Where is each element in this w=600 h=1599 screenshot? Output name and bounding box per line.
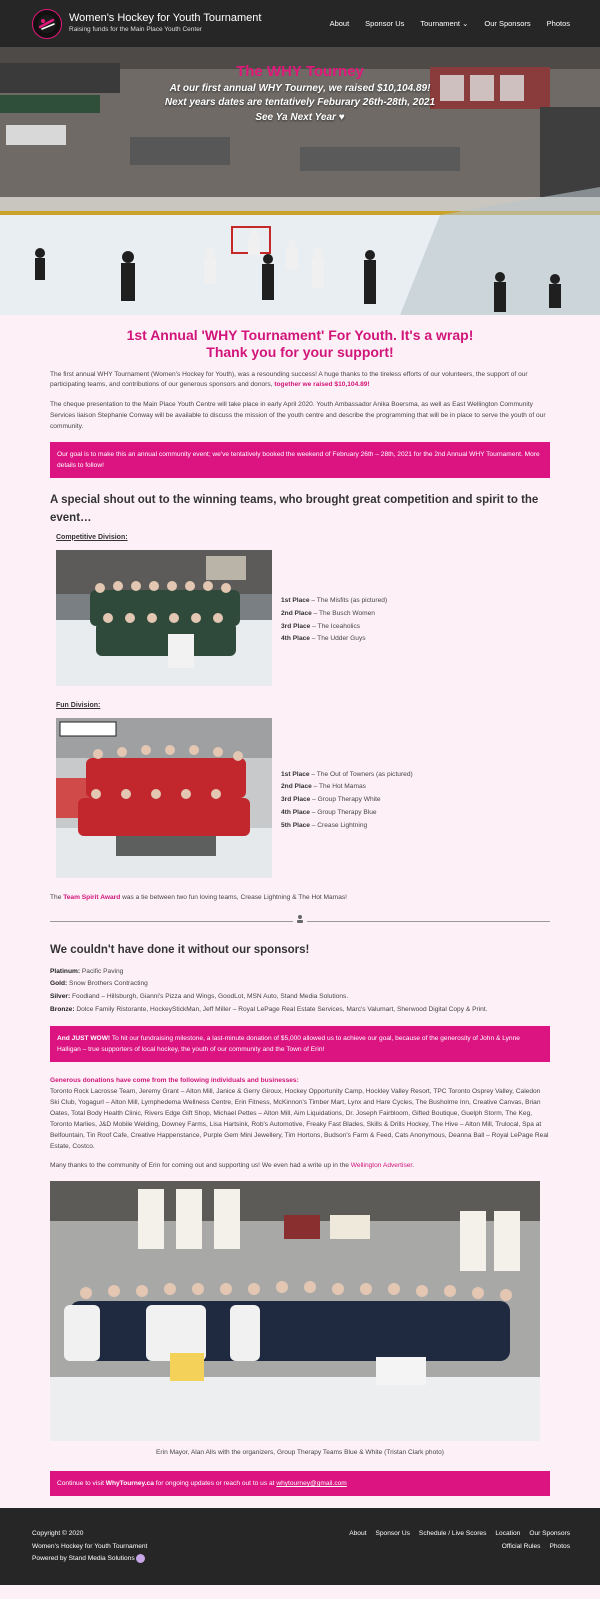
continue-notice	[50, 1471, 550, 1496]
intro-text: The first annual WHY Tournament (Women's Hockey for Youth), was a resounding success! A huge thanks to the tireless efforts of our volunteers, the support of our participating teams, and contributions of our generous sponsors and donors,	[50, 370, 528, 389]
nav-about[interactable]: About	[329, 18, 350, 28]
sponsor-tiers	[50, 966, 550, 1017]
nav-tournament[interactable]	[420, 18, 468, 29]
result-team: – Group Therapy Blue	[309, 809, 377, 817]
divider-rule	[50, 921, 293, 922]
tier-names: Dolce Family Ristorante, HockeyStickMan, Jeff Miller – Royal LePage Real Estate Services, Marc's Valumart, Sherwood Digital Copy & Print.	[74, 1006, 488, 1014]
hero-heading: The WHY Tourney	[236, 63, 364, 80]
brand	[69, 12, 261, 35]
competitive-results	[281, 595, 387, 646]
tier-label: Platinum:	[50, 967, 81, 975]
site-link[interactable]: WhyTourney.ca	[105, 1480, 154, 1488]
result-item	[281, 621, 387, 634]
site-footer	[0, 1508, 600, 1585]
result-item	[281, 633, 387, 646]
footer-copyright: Copyright © 2020	[32, 1530, 84, 1538]
sponsor-tier-bronze	[50, 1004, 550, 1017]
site-tagline: Raising funds for the Main Place Youth Center	[69, 26, 202, 34]
footer-link-official-rules[interactable]: Official Rules	[501, 1543, 541, 1551]
footer-info	[32, 1528, 147, 1585]
result-item	[281, 769, 413, 782]
person-icon	[293, 914, 307, 929]
nav-tournament-label: Tournament	[420, 18, 460, 28]
result-place: 3rd Place	[281, 622, 311, 630]
intro-paragraph	[50, 370, 550, 392]
wellington-advertiser-link[interactable]: Wellington Advertiser	[350, 1162, 413, 1170]
goal-notice: Our goal is to make this an annual community event; we've tentatively booked the weekend of February 26th – 28th, 2021 for the 2nd Annual WHY Tournament. More details to follow!	[50, 442, 550, 478]
tier-names: Pacific Paving	[80, 967, 124, 975]
competitive-team-photo	[56, 550, 272, 691]
fun-division-row	[56, 718, 550, 883]
stand-media-logo-icon	[136, 1554, 145, 1563]
thanks-text-a: Many thanks to the community of Erin for coming out and supporting us! We even had a write up in the	[50, 1162, 351, 1170]
footer-powered-text[interactable]: Powered by Stand Media Solutions	[32, 1554, 135, 1562]
tier-label: Silver:	[50, 993, 71, 1001]
photo-caption: Erin Mayor, Alan Alls with the organizers, Group Therapy Teams Blue & White (Tristan Clark photo)	[156, 1449, 444, 1457]
result-place: 2nd Place	[281, 783, 312, 791]
wow-bold: And JUST WOW!	[57, 1034, 111, 1042]
footer-org: Women's Hockey for Youth Tournament	[32, 1542, 148, 1550]
result-team: – The Busch Women	[311, 609, 375, 617]
nav-our-sponsors[interactable]: Our Sponsors	[484, 18, 531, 28]
footer-link-sponsor-us[interactable]: Sponsor Us	[375, 1530, 410, 1538]
page-title	[50, 327, 550, 361]
hero-text	[0, 63, 600, 125]
thanks-text-b: .	[412, 1162, 415, 1170]
result-team: – The Out of Towners (as pictured)	[309, 770, 413, 778]
wow-text: To hit our fundraising milestone, a last-minute donation of $5,000 allowed us to achieve our goal, because of the generosity of John & Lynne Halligan – true supporters of local hockey, the youth of our community and the Town of Erin!	[57, 1034, 520, 1054]
tier-label: Gold:	[50, 980, 68, 988]
team-spirit-paragraph	[50, 893, 550, 904]
footer-link-location[interactable]: Location	[495, 1530, 521, 1538]
result-place: 5th Place	[281, 821, 310, 829]
footer-links-row2	[349, 1541, 570, 1554]
footer-link-our-sponsors[interactable]: Our Sponsors	[529, 1530, 570, 1538]
result-place: 1st Place	[281, 596, 310, 604]
result-place: 3rd Place	[281, 796, 311, 804]
divider-rule	[307, 921, 550, 922]
tier-names: Foodland – Hillsburgh, Gianni's Pizza and Wings, GoodLot, MSN Auto, Stand Media Solutions.	[70, 993, 349, 1001]
result-item	[281, 794, 413, 807]
sponsors-heading: We couldn't have done it without our sponsors!	[50, 944, 310, 957]
intro-highlight: together we raised $10,104.89!	[274, 381, 370, 389]
result-place: 2nd Place	[281, 609, 312, 617]
spirit-text-a: The	[50, 893, 64, 901]
email-link[interactable]: whytourney@gmail.com	[276, 1480, 347, 1488]
page-title-line1: 1st Annual 'WHY Tournament' For Youth. It's a wrap!	[126, 327, 474, 343]
result-team: – Crease Lightning	[309, 821, 368, 829]
fun-results	[281, 769, 413, 833]
result-place: 4th Place	[281, 635, 310, 643]
sponsor-tier-gold	[50, 978, 550, 991]
footer-link-schedule[interactable]: Schedule / Live Scores	[418, 1530, 487, 1538]
footer-link-about[interactable]: About	[349, 1530, 367, 1538]
footer-link-photos[interactable]: Photos	[549, 1543, 570, 1551]
team-spirit-link[interactable]: Team Spirit Award	[63, 893, 121, 901]
spirit-text-b: was a tie between two fun loving teams, Crease Lightning & The Hot Mamas!	[120, 893, 347, 901]
result-item	[281, 608, 387, 621]
result-team: – The Iceaholics	[310, 622, 361, 630]
hero-banner	[0, 47, 600, 315]
competitive-division-row	[56, 550, 550, 691]
result-item	[281, 820, 413, 833]
footer-powered	[32, 1553, 147, 1565]
tier-label: Bronze:	[50, 1006, 75, 1014]
result-team: – Group Therapy White	[310, 796, 381, 804]
chevron-down-icon: ⌄	[462, 18, 469, 28]
group-photo	[50, 1181, 540, 1441]
result-place: 1st Place	[281, 770, 310, 778]
result-item	[281, 781, 413, 794]
site-header	[0, 0, 600, 47]
donations-list: Toronto Rock Lacrosse Team, Jeremy Grant – Alton Mill, Janice & Gerry Giroux, Hockey Opportunity Camp, Hockley Valley Resort, TPC Toronto Osprey Valley, Caledon Ski Club, Yogagurl – Alton Mill, Lymphedema Wellness Centre, Erin Fitness, McKinnon's Timber Mart, Lynx and Hare Cycles, The Busholme Inn, Creative Canvas, Brian Oates, Total Body Health Clinic, Rivers Edge Gift Shop, Michael Pettes – Alton Mill, Aim Liquidations, Dr. Joseph Fairbloom, Gifted Boutique, Guelph Storm, The Keg, Toronto Marlies, J&D Mobile Welding, Downey Farms, Lisa Hartsink, Rob's Automotive, Freaky Fast Blades, Skills & Drills Hockey, The Hive – Alton Mill, Trulocal, Spa at Belfountain, Tin Roof Cafe, Creative Happenstance, Purple Gem Mini Jewellery, Tim Hortons, Budson's Farm & Feed, Cats Anonymous, Deanna Ball – Royal LePage Real Estate, Costco.	[50, 1088, 549, 1150]
nav-sponsor-us[interactable]: Sponsor Us	[365, 18, 405, 28]
hero-line-see-ya: See Ya Next Year ♥	[255, 111, 345, 123]
hockey-logo-icon	[35, 12, 59, 36]
site-title[interactable]: Women's Hockey for Youth Tournament	[69, 12, 262, 25]
result-place: 4th Place	[281, 809, 310, 817]
footer-links-row1	[349, 1528, 570, 1541]
main-nav	[330, 18, 570, 29]
sponsor-tier-platinum	[50, 966, 550, 979]
hero-line-dates: Next years dates are tentatively Feburary 26th-28th, 2021	[164, 97, 436, 109]
shoutout-heading: A special shout out to the winning teams, who brought great competition and spirit to the event…	[50, 494, 539, 524]
cheque-paragraph: The cheque presentation to the Main Place Youth Centre will take place in early April 2020. Youth Ambassador Anika Boersma, as well as East Wellington Community Services liaison Stephanie Conway will be available to discuss the mission of the youth centre and describe the programming that will be in place to serve the youth of our community.	[50, 401, 546, 431]
hero-line-raised: At our first annual WHY Tourney, we raised $10,104.89!	[169, 82, 431, 94]
page-title-line2: Thank you for your support!	[206, 343, 394, 360]
fun-division-label: Fun Division:	[56, 701, 101, 709]
tier-names: Snow Brothers Contracting	[67, 980, 148, 988]
section-divider	[50, 914, 550, 929]
result-item	[281, 595, 387, 608]
footer-nav	[349, 1528, 570, 1585]
result-team: – The Misfits (as pictured)	[309, 596, 388, 604]
result-item	[281, 807, 413, 820]
site-logo[interactable]	[32, 9, 62, 39]
continue-text-a: Continue to visit	[57, 1480, 106, 1488]
nav-photos[interactable]: Photos	[546, 18, 570, 28]
result-team: – The Udder Guys	[309, 635, 366, 643]
donations-heading: Generous donations have come from the following individuals and businesses:	[50, 1077, 299, 1085]
fun-team-photo	[56, 718, 272, 883]
continue-text-b: for ongoing updates or reach out to us at	[153, 1480, 277, 1488]
thanks-paragraph	[50, 1161, 550, 1172]
sponsor-tier-silver	[50, 991, 550, 1004]
result-team: – The Hot Mamas	[311, 783, 366, 791]
competitive-division-label: Competitive Division:	[56, 533, 128, 541]
main-content	[0, 315, 600, 1496]
wow-notice	[50, 1026, 550, 1062]
